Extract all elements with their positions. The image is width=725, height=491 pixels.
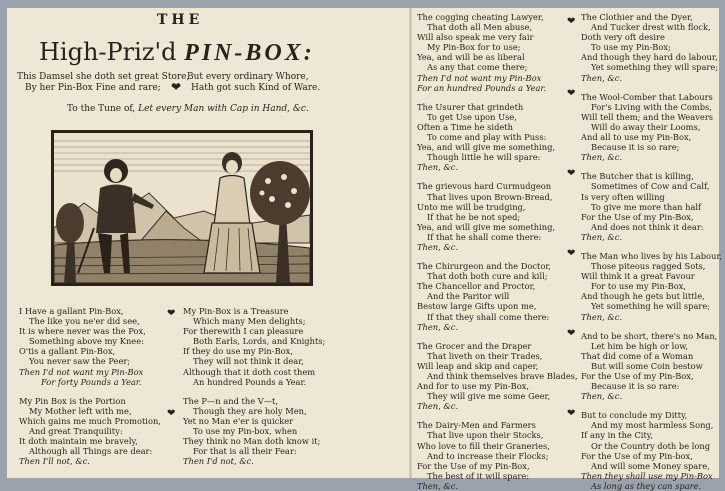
verse-line: It doth maintain me bravely, xyxy=(19,436,138,447)
verse-line: For forty Pounds a Year. xyxy=(41,376,142,387)
verse-line: For an hundred Pounds a Year. xyxy=(417,82,547,93)
stanza-gap xyxy=(581,401,722,410)
verse-line: The Chirurgeon and the Doctor, xyxy=(417,261,552,272)
verse-line: That did come of a Woman xyxy=(581,350,694,361)
verse-line: The Man who lives by his Labour, xyxy=(581,250,723,261)
verse-line: To get Use upon Use, xyxy=(427,111,517,122)
verse-line: Which gains me much Promotion, xyxy=(19,415,161,426)
verse-line: But will some Coin bestow xyxy=(591,360,703,371)
verse-line: For to use my Pin-Box, xyxy=(591,281,687,292)
title-bold: PIN-BOX: xyxy=(184,40,315,66)
verse-line: Or the Country doth be long xyxy=(591,440,711,451)
verse-line: Yea, and will be as liberal xyxy=(417,52,525,63)
verse-line: And Tucker drest with flock, xyxy=(591,22,711,33)
verse-line: The Chancellor and Proctor, xyxy=(417,281,536,292)
verse-line: They will not think it dear, xyxy=(193,356,304,367)
tune-label: To the Tune of, xyxy=(67,104,139,114)
verse-line: The Usurer that grindeth xyxy=(417,101,524,112)
verse-line: The Clothier and the Dyer, xyxy=(581,12,693,22)
intro-left-line-1: This Damsel she doth set great Store, xyxy=(17,72,190,82)
intro-left xyxy=(17,72,189,94)
verse-line: If any in the City, xyxy=(581,430,654,441)
verse-line: That doth both cure and kill; xyxy=(427,271,548,282)
verse-line: For's Living with the Combs, xyxy=(591,101,712,112)
verse-line: And does not think it dear: xyxy=(591,221,704,232)
verse-line: Will also speak me very fair xyxy=(417,32,534,43)
verse-line: Who love to fill their Graneries, xyxy=(417,440,550,451)
verse-line: And to increase their Flocks; xyxy=(427,450,549,461)
verse-line: Then, &c. xyxy=(417,162,459,173)
stanza-gap xyxy=(581,83,722,92)
verse-line: For therewith I can pleasure xyxy=(183,326,304,337)
verse-line: The best of it will spare: xyxy=(427,470,530,481)
verse-line: Often a Time he sideth xyxy=(417,121,513,132)
verse-line: Because it is so rare; xyxy=(591,142,680,153)
verse-line: If that he be not sped; xyxy=(427,211,521,222)
verse-line: Will tell them; and the Weavers xyxy=(581,111,714,122)
verse-line: And all to use my Pin-Box, xyxy=(581,132,692,143)
verse-line: It is where never was the Pox, xyxy=(19,326,146,337)
verse-line: If that they shall come there: xyxy=(427,311,550,322)
heart-ornament-icon: ❤ xyxy=(567,248,576,259)
verse-line: They will give me some Geer, xyxy=(427,391,551,402)
verse-line: And think themselves brave Blades, xyxy=(427,371,578,381)
verse-line: Though little he will spare: xyxy=(427,152,541,163)
verse-line: Then, &c. xyxy=(581,391,623,402)
verse-line: Doth very oft desire xyxy=(581,32,665,43)
stanza-gap xyxy=(581,162,722,171)
heart-ornament-icon: ❤ xyxy=(167,308,176,319)
verse-column-1 xyxy=(19,306,161,466)
page-fold xyxy=(409,8,412,478)
verse-line: Yea, and will give me something, xyxy=(417,221,556,232)
verse-line: Then I'd not, &c. xyxy=(183,456,254,467)
verse-line: And to be short, there's no Man, xyxy=(581,330,718,341)
verse-line: And my most harmless Song, xyxy=(591,420,714,431)
verse-line: Yet no Man e'er is quicker xyxy=(183,415,294,426)
verse-line: That live upon their Stocks, xyxy=(427,430,544,441)
verse-line: For the Use of my Pin-Box, xyxy=(417,460,530,471)
verse-line: The Wool-Comber that Labours xyxy=(581,91,713,102)
title-article: THE xyxy=(157,12,204,28)
intro-right-line-2: Hath got such Kind of Ware. xyxy=(191,83,321,93)
verse-line: Then, &c. xyxy=(417,321,459,332)
verse-line: And great Tranquility: xyxy=(29,426,123,437)
stanza-gap xyxy=(417,411,578,420)
woodcut-illustration xyxy=(51,130,313,286)
heart-ornament-icon: ❤ xyxy=(171,80,182,94)
verse-line: Then, &c. xyxy=(581,152,623,163)
verse-line: You never saw the Peer; xyxy=(29,356,131,367)
stanza-gap xyxy=(417,172,578,181)
intro-right-line-1: But every ordinary Whore, xyxy=(187,72,309,82)
verse-line: That doth all Men abuse, xyxy=(427,22,533,33)
verse-line: And will some Money spare, xyxy=(591,460,710,471)
heart-ornament-icon: ❤ xyxy=(567,16,576,27)
verse-line: Then, &c. xyxy=(581,231,623,242)
verse-line: That liveth on their Trades, xyxy=(427,350,543,361)
tune-line xyxy=(67,104,309,114)
verse-line: Though they are holy Men, xyxy=(193,405,307,416)
verse-line: Then, &c. xyxy=(417,480,459,491)
verse-line: Let him be high or low, xyxy=(591,340,689,351)
tune-name: Let every Man with Cap in Hand, &c. xyxy=(138,104,309,114)
verse-line: Because it is so rare: xyxy=(591,381,680,392)
verse-line: My Mother left with me, xyxy=(29,405,132,416)
verse-line: And though he gets but little, xyxy=(581,291,705,302)
verse-line: An hundred Pounds a Year. xyxy=(193,376,307,387)
verse-line: And for to use my Pin-Box, xyxy=(417,381,530,392)
stanza-gap xyxy=(417,93,578,102)
verse-line: If they do use my Pin-Box, xyxy=(183,346,293,357)
verse-line: The Grocer and the Draper xyxy=(417,340,532,351)
stanza-gap xyxy=(417,252,578,261)
verse-line: To come and play with Puss: xyxy=(427,132,547,143)
verse-line: But to conclude my Ditty, xyxy=(581,410,688,421)
verse-line: The Butcher that is killing, xyxy=(581,171,694,182)
verse-line: Yea, and will give me something, xyxy=(417,142,556,153)
verse-line: Is very often willing xyxy=(581,191,665,202)
verse-line: Although all Things are dear: xyxy=(29,446,153,457)
verse-line: Unto me will be trudging, xyxy=(417,201,526,212)
verse-line: Then, &c. xyxy=(417,241,459,252)
verse-line: I Have a gallant Pin-Box, xyxy=(19,306,124,316)
verse-line: As long as they can spare. xyxy=(591,480,702,491)
verse-line: Sometimes of Cow and Calf, xyxy=(591,181,710,192)
verse-line: The like you ne'er did see, xyxy=(29,316,140,327)
verse-line: For the Use of my Pin-box, xyxy=(581,450,693,461)
verse-line: For the Use of my Pin-Box, xyxy=(581,371,694,381)
verse-line: For that is all their Fear: xyxy=(193,446,297,457)
verse-line: For the Use of my Pin-Box, xyxy=(581,211,694,222)
verse-line: Then, &c. xyxy=(581,72,623,83)
verse-line: Those piteous ragged Sots, xyxy=(591,261,706,272)
verse-line: As any that come there; xyxy=(427,62,528,73)
verse-line: Then I'd not want my Pin-Box xyxy=(19,366,144,377)
broadside-sheet xyxy=(7,8,723,491)
heart-ornament-icon: ❤ xyxy=(567,88,576,99)
verse-line: Both Earls, Lords, and Knights; xyxy=(193,336,326,347)
verse-line: Then I'll not, &c. xyxy=(19,456,90,467)
verse-column-4 xyxy=(581,12,722,491)
stanza-gap xyxy=(581,322,722,331)
page-title xyxy=(39,38,315,67)
verse-line: The Dairy-Men and Farmers xyxy=(417,420,536,431)
verse-line: Bestow large Gifts upon me, xyxy=(417,301,537,312)
verse-line: And though they hard do labour, xyxy=(581,52,718,63)
verse-line: Which many Men delights; xyxy=(193,316,306,327)
verse-line: Something above my Knee: xyxy=(29,336,144,347)
verse-line: My Pin-Box is a Treasure xyxy=(183,306,289,316)
verse-line: And the Paritor will xyxy=(427,291,510,302)
verse-line: Will think it a great Favour xyxy=(581,271,695,282)
title-text: High-Priz'd xyxy=(39,38,185,66)
heart-ornament-icon: ❤ xyxy=(567,328,576,339)
verse-line: Yet something he will spare; xyxy=(591,301,711,312)
stanza-gap xyxy=(19,387,161,396)
verse-column-2 xyxy=(183,306,325,466)
verse-line: My Pin-Box for to use; xyxy=(427,42,521,53)
stanza-gap xyxy=(581,242,722,251)
woodcut-image xyxy=(54,133,310,283)
verse-line: Then, &c. xyxy=(581,311,623,322)
heart-ornament-icon: ❤ xyxy=(167,408,176,419)
verse-line: Then, &c. xyxy=(417,401,459,412)
verse-line: Yet something they will spare; xyxy=(591,62,719,73)
verse-line: If that he shall come there: xyxy=(427,231,542,242)
verse-line: The P—n and the V—t, xyxy=(183,395,279,406)
verse-line: That lives upon Brown-Bread, xyxy=(427,191,553,202)
verse-line: To use my Pin-box, when xyxy=(193,426,298,437)
stanza-gap xyxy=(417,332,578,341)
intro-right xyxy=(187,72,320,94)
verse-line: The grievous hard Curmudgeon xyxy=(417,181,552,192)
verse-column-3 xyxy=(417,12,578,491)
verse-line: They think no Man doth know it; xyxy=(183,436,321,447)
heart-ornament-icon: ❤ xyxy=(567,408,576,419)
verse-line: Then they shall use my Pin-Box xyxy=(581,470,713,481)
verse-line: To give me more than half xyxy=(591,201,702,212)
verse-line: Then I'd not want my Pin-Box xyxy=(417,72,542,83)
verse-line: To use my Pin-Box; xyxy=(591,42,671,53)
verse-line: Although that it doth cost them xyxy=(183,366,316,377)
stanza-gap xyxy=(183,387,325,396)
verse-line: Will leap and skip and caper, xyxy=(417,360,539,371)
intro-left-line-2: By her Pin-Box Fine and rare; xyxy=(25,83,161,93)
verse-line: O'tis a gallant Pin-Box, xyxy=(19,346,116,357)
heart-ornament-icon: ❤ xyxy=(567,168,576,179)
verse-line: My Pin Box is the Portion xyxy=(19,395,126,406)
verse-line: Will do away their Looms, xyxy=(591,121,701,132)
verse-line: The cogging cheating Lawyer, xyxy=(417,12,544,22)
